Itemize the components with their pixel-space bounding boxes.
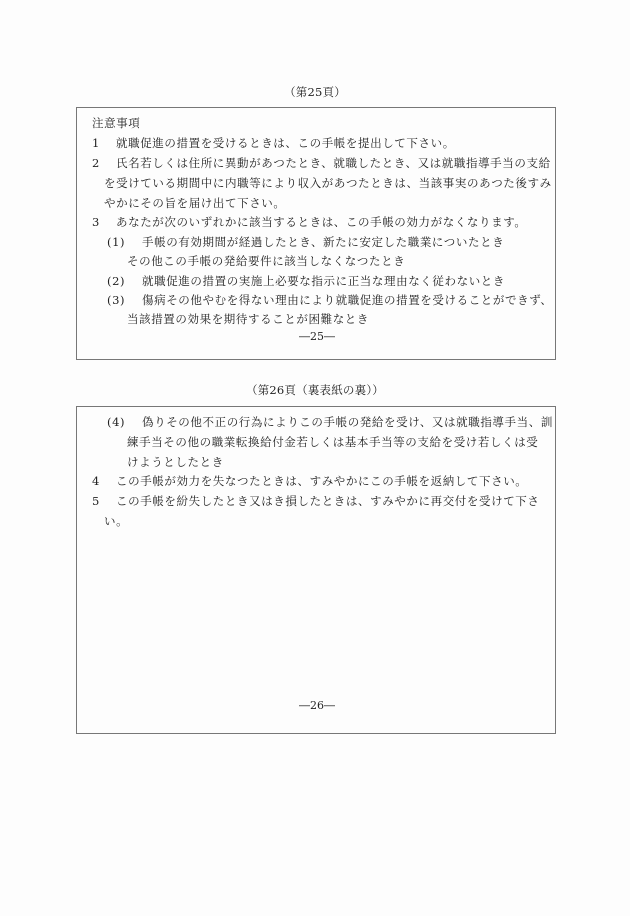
page-number-25: ―25―: [299, 330, 335, 343]
item-number: 4: [92, 474, 100, 488]
sub-item-3: [107, 293, 552, 307]
item-2-cont-1: を受けている期間中に内職等により収入があつたときは、当該事実のあつた後すみ: [104, 176, 552, 190]
page-25-caption: （第25頁）: [284, 85, 346, 99]
sub-item-text: 偽りその他不正の行為によりこの手帳の発給を受け、又は就職指導手当、訓: [142, 415, 553, 429]
page-26-box: [76, 406, 556, 734]
item-1: [92, 136, 455, 150]
sub-item-text: 手帳の有効期間が経過したとき、新たに安定した職業についたとき: [142, 235, 505, 249]
item-2: [92, 156, 551, 170]
sub-item-1: [107, 235, 504, 249]
item-4: [92, 474, 527, 488]
item-number: 2: [92, 156, 100, 170]
sub-item-1-cont: その他この手帳の発給要件に該当しなくなつたとき: [127, 254, 406, 268]
item-text: 氏名若しくは住所に異動があつたとき、就職したとき、又は就職指導手当の支給: [116, 156, 551, 170]
item-number: 1: [92, 136, 100, 150]
item-text: 就職促進の措置を受けるときは、この手帳を提出して下さい。: [116, 136, 455, 150]
notes-heading: 注意事項: [92, 116, 141, 130]
item-text: この手帳が効力を失なつたときは、すみやかにこの手帳を返納して下さい。: [116, 474, 528, 488]
sub-item-4-cont-1: 練手当その他の職業転換給付金若しくは基本手当等の支給を受け若しくは受: [127, 435, 539, 449]
sub-item-number: (1): [107, 235, 126, 249]
sub-item-4: [107, 415, 553, 429]
sub-item-text: 傷病その他やむを得ない理由により就職促進の措置を受けることができず、: [142, 293, 553, 307]
page-number-26: ―26―: [299, 699, 335, 712]
item-3: [92, 215, 526, 229]
item-5: [92, 494, 540, 508]
sub-item-number: (3): [107, 293, 126, 307]
sub-item-number: (4): [107, 415, 126, 429]
item-2-cont-2: やかにその旨を届け出て下さい。: [104, 196, 286, 210]
page-25-box: [76, 107, 556, 360]
item-number: 5: [92, 494, 100, 508]
sub-item-text: 就職促進の措置の実施上必要な指示に正当な理由なく従わないとき: [142, 274, 505, 288]
sub-item-2: [107, 274, 505, 288]
item-text: この手帳を紛失したとき又はき損したときは、すみやかに再交付を受けて下さ: [116, 494, 540, 508]
sub-item-4-cont-2: けようとしたとき: [127, 455, 224, 469]
page-26-caption: （第26頁（裏表紙の裏））: [246, 383, 384, 397]
item-text: あなたが次のいずれかに該当するときは、この手帳の効力がなくなります。: [116, 215, 527, 229]
item-number: 3: [92, 215, 100, 229]
item-5-cont: い。: [104, 514, 129, 528]
sub-item-3-cont: 当該措置の効果を期待することが困難なとき: [127, 312, 369, 326]
sub-item-number: (2): [107, 274, 126, 288]
